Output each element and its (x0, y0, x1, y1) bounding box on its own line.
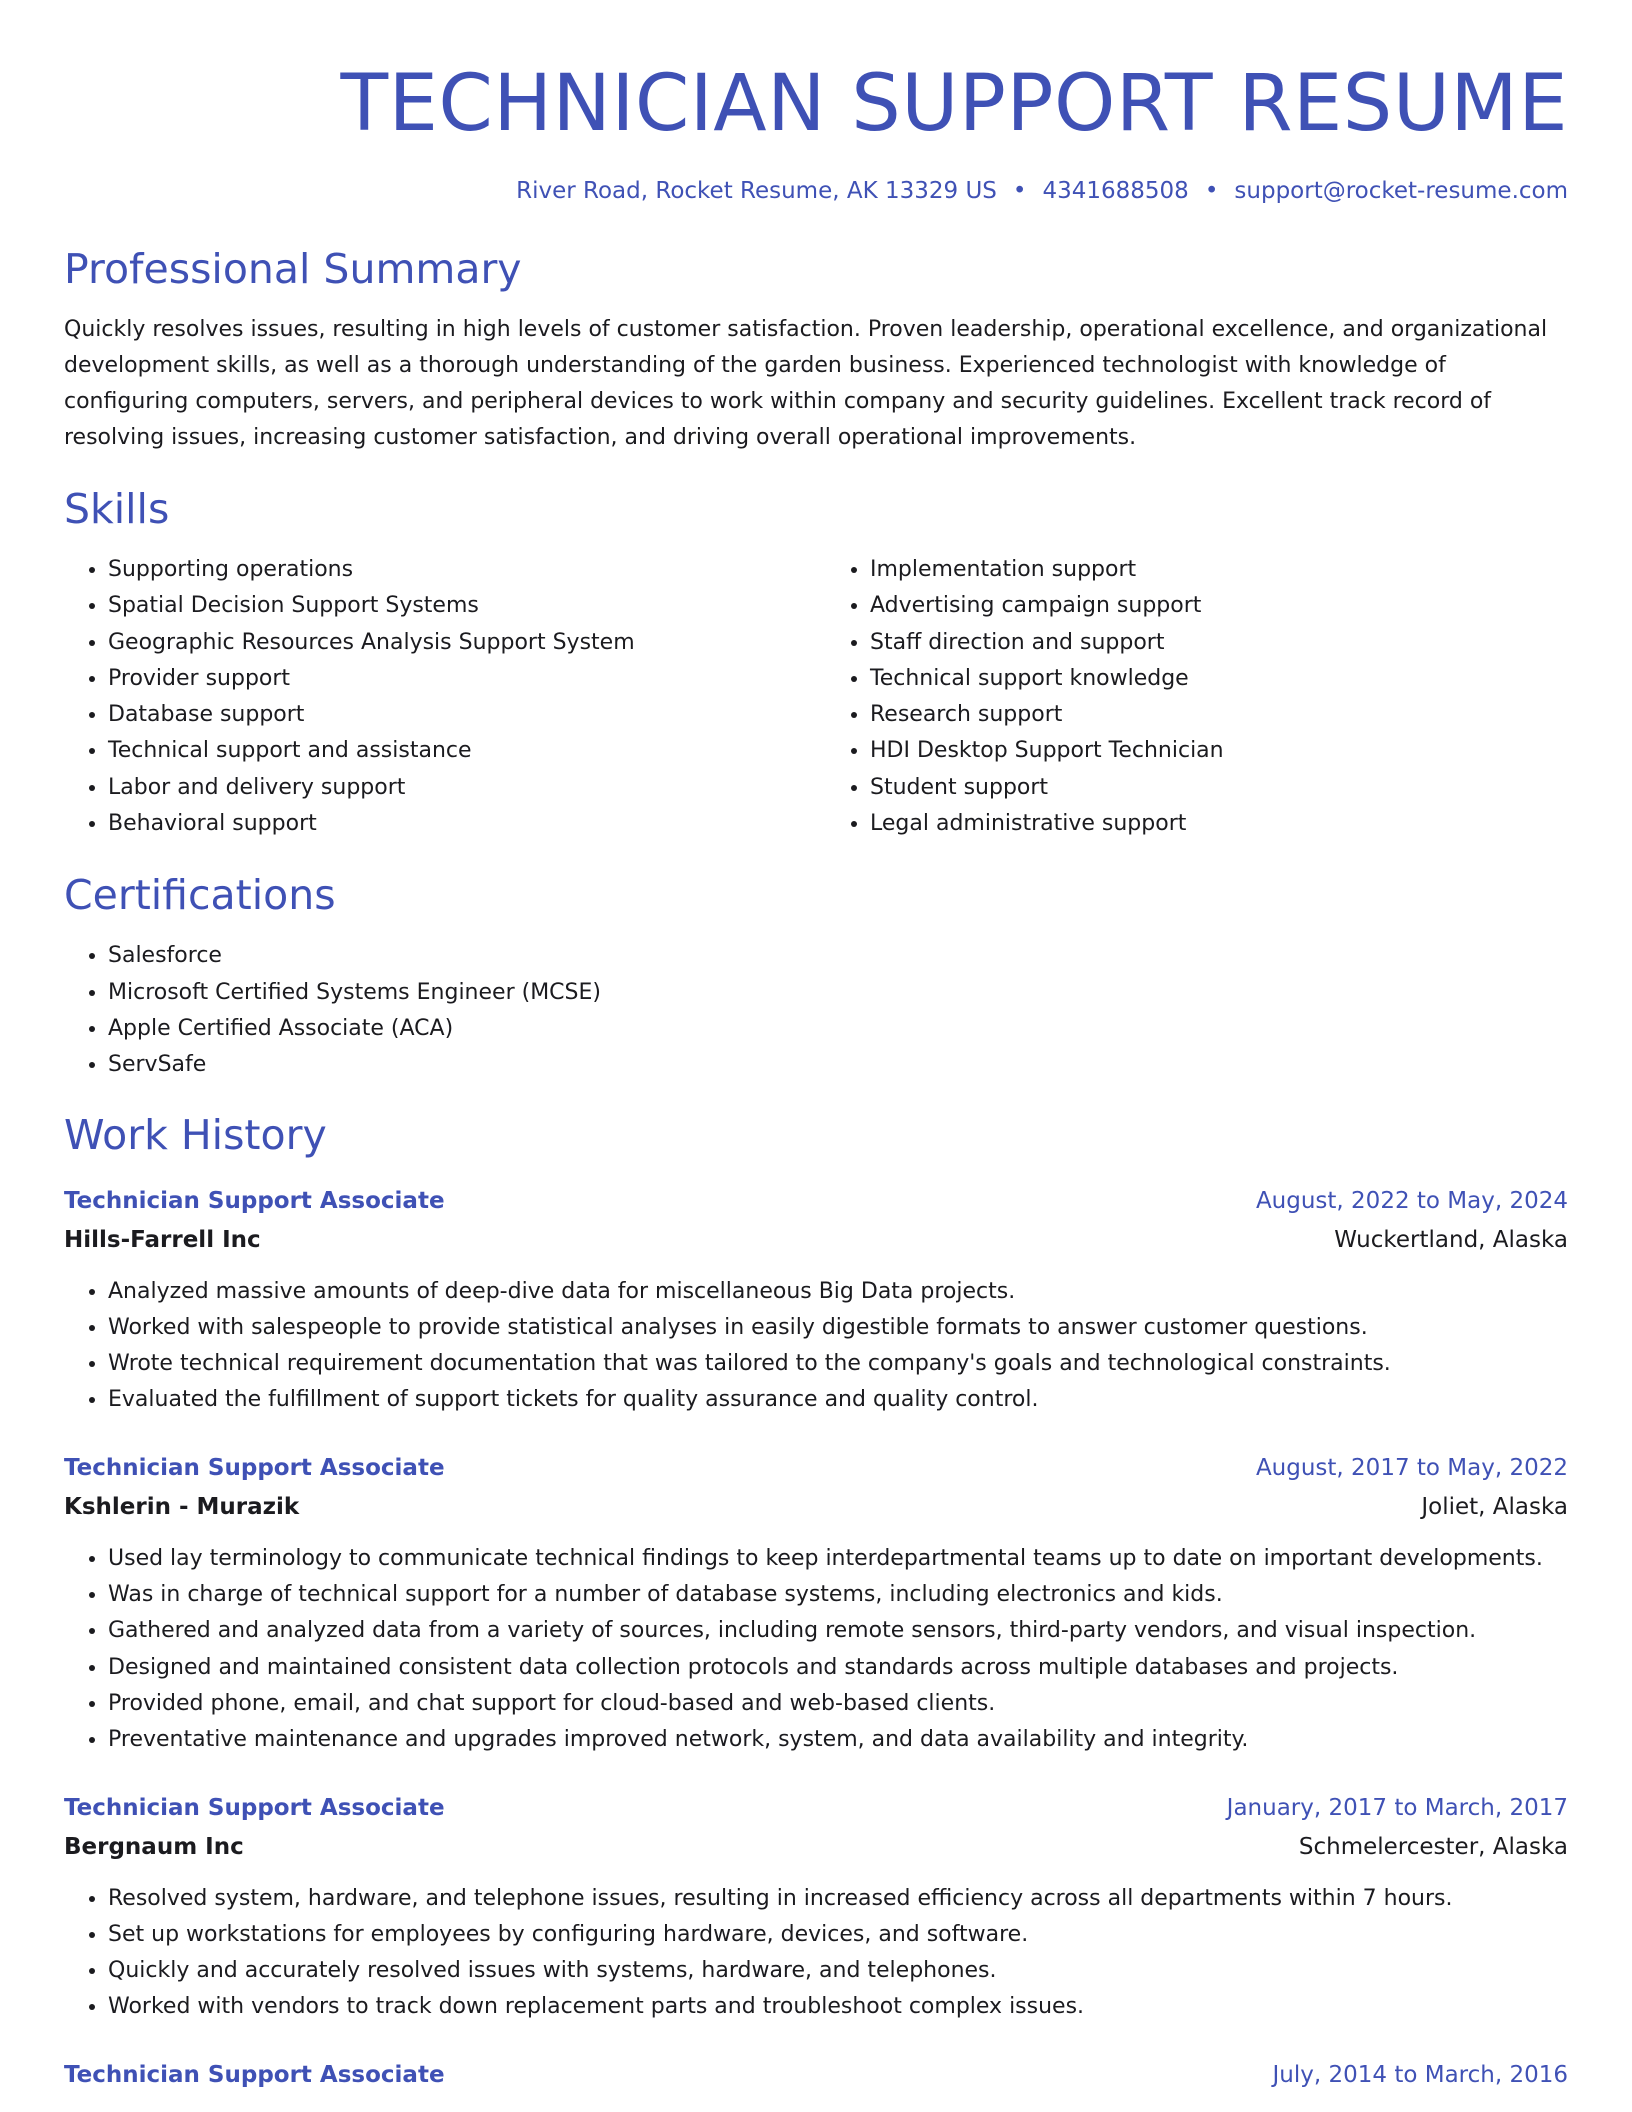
contact-line (64, 176, 1568, 206)
skills-grid (64, 552, 1568, 842)
contact-email: support@rocket-resume.com (1234, 178, 1568, 204)
job-title: Technician Support Associate (64, 1794, 445, 1821)
job-bullet: • Evaluated the fulfillment of support tickets for quality assurance and quality control. (108, 1382, 1568, 1418)
job-bullets (64, 1274, 1568, 1419)
skill-item: • Research support (870, 697, 1568, 733)
job-location: Wuckertland, Alaska (1334, 1226, 1568, 1253)
skill-item: • HDI Desktop Support Technician (870, 733, 1568, 769)
job-bullet: • Wrote technical requirement documentation that was tailored to the company's goals and technological constraints. (108, 1346, 1568, 1382)
certification-item: • Salesforce (108, 938, 1568, 974)
job-company: Kshlerin - Murazik (64, 1493, 300, 1520)
skill-item: • Technical support knowledge (870, 661, 1568, 697)
skill-item: • Implementation support (870, 552, 1568, 588)
job-header-row (64, 1789, 1568, 1827)
job-dates: August, 2022 to May, 2024 (1255, 1187, 1568, 1214)
job-title: Technician Support Associate (64, 1187, 445, 1214)
certification-item: • Apple Certified Associate (ACA) (108, 1011, 1568, 1047)
section-heading-skills: Skills (64, 485, 170, 533)
job-header-row (64, 2056, 1568, 2094)
job-header-row (64, 1449, 1568, 1487)
job-title: Technician Support Associate (64, 1454, 445, 1481)
contact-separator: • (1012, 178, 1027, 204)
job-company-row (64, 1487, 1568, 1527)
summary-text: Quickly resolves issues, resulting in high levels of customer satisfaction. Proven leadership, operational excellence, and organizational development skills, as well as a thorough understanding of the garden business. Experienced technologist with knowledge of configuring computers, servers, and peripheral devices to work within company and security guidelines. Excellent track record of resolving issues, increasing customer satisfaction, and driving overall operational improvements. (64, 317, 1548, 450)
resume-title: TECHNICIAN SUPPORT RESUME (340, 59, 1568, 149)
job-bullet: • Gathered and analyzed data from a variety of sources, including remote sensors, third-party vendors, and visual inspection. (108, 1613, 1568, 1649)
job-bullet: • Analyzed massive amounts of deep-dive data for miscellaneous Big Data projects. (108, 1274, 1568, 1310)
certification-item: • Microsoft Certified Systems Engineer (MCSE) (108, 975, 1568, 1011)
skill-item: • Supporting operations (108, 552, 806, 588)
job-bullet: • Was in charge of technical support for a number of database systems, including electronics and kids. (108, 1577, 1568, 1613)
skills-list-right (826, 552, 1568, 842)
job-location: Schmelercester, Alaska (1298, 1833, 1568, 1860)
section-heading-certifications: Certifications (64, 871, 336, 920)
certification-item: • ServSafe (108, 1047, 1568, 1083)
skill-item: • Technical support and assistance (108, 733, 806, 769)
contact-separator: • (1204, 178, 1219, 204)
job-title: Technician Support Associate (64, 2061, 445, 2088)
job-dates: July, 2014 to March, 2016 (1272, 2061, 1568, 2088)
section-heading-work-history: Work History (64, 1110, 327, 1159)
job-company: Hills-Farrell Inc (64, 1226, 261, 1253)
certifications-list (64, 938, 1568, 1083)
job-company-row (64, 1827, 1568, 1867)
skill-item: • Geographic Resources Analysis Support System (108, 625, 806, 661)
job-bullets (64, 1541, 1568, 1759)
job-bullet: • Set up workstations for employees by configuring hardware, devices, and software. (108, 1917, 1568, 1953)
skill-item: • Spatial Decision Support Systems (108, 588, 806, 624)
job-bullet: • Resolved system, hardware, and telephone issues, resulting in increased efficiency across all departments within 7 hours. (108, 1881, 1568, 1917)
job-dates: August, 2017 to May, 2022 (1255, 1454, 1568, 1481)
skill-item: • Student support (870, 770, 1568, 806)
job-bullets (64, 1881, 1568, 2026)
skill-item: • Advertising campaign support (870, 588, 1568, 624)
job-bullet: • Used lay terminology to communicate technical findings to keep interdepartmental teams up to date on important developments. (108, 1541, 1568, 1577)
job-company-row (64, 1220, 1568, 1260)
job-entry (64, 2056, 1568, 2094)
contact-phone: 4341688508 (1042, 178, 1189, 204)
job-header-row (64, 1182, 1568, 1220)
skills-list-left (64, 552, 806, 842)
job-company: Bergnaum Inc (64, 1833, 244, 1860)
job-bullet: • Worked with salespeople to provide statistical analyses in easily digestible formats to answer customer questions. (108, 1310, 1568, 1346)
job-bullet: • Designed and maintained consistent data collection protocols and standards across multiple databases and projects. (108, 1650, 1568, 1686)
job-entry (64, 1789, 1568, 2026)
job-entry (64, 1182, 1568, 1419)
skill-item: • Staff direction and support (870, 625, 1568, 661)
job-bullet: • Worked with vendors to track down replacement parts and troubleshoot complex issues. (108, 1989, 1568, 2025)
section-heading-summary: Professional Summary (64, 245, 522, 293)
contact-address: River Road, Rocket Resume, AK 13329 US (516, 178, 997, 204)
job-bullet: • Provided phone, email, and chat support for cloud-based and web-based clients. (108, 1686, 1568, 1722)
job-bullet: • Quickly and accurately resolved issues with systems, hardware, and telephones. (108, 1953, 1568, 1989)
resume-page (64, 0, 1568, 2094)
job-location: Joliet, Alaska (1421, 1493, 1568, 1520)
skill-item: • Provider support (108, 661, 806, 697)
job-dates: January, 2017 to March, 2017 (1226, 1794, 1568, 1821)
skill-item: • Legal administrative support (870, 806, 1568, 842)
job-entry (64, 1449, 1568, 1759)
skill-item: • Labor and delivery support (108, 770, 806, 806)
skill-item: • Behavioral support (108, 806, 806, 842)
job-bullet: • Preventative maintenance and upgrades improved network, system, and data availability and integrity. (108, 1722, 1568, 1758)
skill-item: • Database support (108, 697, 806, 733)
